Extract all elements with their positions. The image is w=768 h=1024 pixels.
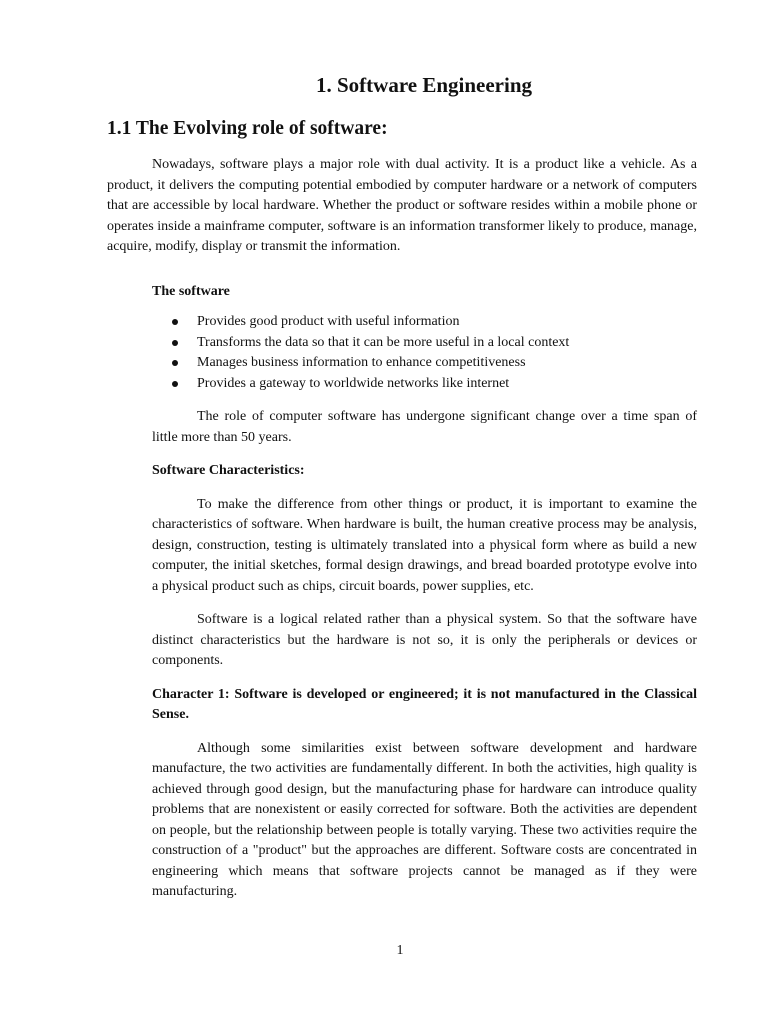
character-1-paragraph: Although some similarities exist between software development and hardware manufacture, the two activities are fundamentally different. In both the activities, high quality is achieved through good design, but the manufacturing phase for hardware can introduce quality problems that are nonexistent or easily corrected for software. Both the activities are dependent on people, but the relationship between people is totally varying. These two activities require the construction of a "product" but the approaches are different. Software costs are concentrated in engineering which means that software projects cannot be managed as if they were manufacturing.	[152, 740, 697, 899]
list-item-text: Provides good product with useful information	[197, 314, 460, 329]
list-item-text: Manages business information to enhance competitiveness	[197, 355, 526, 370]
intro-paragraph: Nowadays, software plays a major role with dual activity. It is a product like a vehicle. As a product, it delivers the computing potential embodied by computer hardware or a network of computers that are accessible by local hardware. Whether the product or software resides within a mobile phone or operates inside a mainframe computer, software is an information transformer likely to produce, manage, acquire, modify, display or transmit the information.	[107, 157, 697, 254]
bullet-icon	[172, 319, 178, 325]
document-title: 1. Software Engineering	[315, 73, 533, 97]
list-item	[152, 312, 697, 333]
software-bullet-list	[152, 312, 697, 394]
bullet-icon	[172, 360, 178, 366]
section-title: 1.1 The Evolving role of software:	[107, 118, 388, 139]
page-number: 1	[396, 943, 404, 958]
role-paragraph: The role of computer software has undergone significant change over a time span of little more than 50 years.	[152, 409, 697, 445]
list-item	[152, 374, 697, 395]
character-1-heading: Character 1: Software is developed or engineered; it is not manufactured in the Classical Sense.	[152, 686, 697, 722]
document-body	[107, 155, 697, 903]
characteristics-paragraph: Software is a logical related rather than a physical system. So that the software have distinct characteristics but the hardware is not so, it is only the peripherals or devices or components.	[152, 612, 697, 668]
bullet-icon	[172, 340, 178, 346]
list-item-text: Provides a gateway to worldwide networks like internet	[197, 375, 510, 391]
list-item-text: Transforms the data so that it can be more useful in a local context	[197, 334, 570, 350]
bullet-icon	[172, 381, 178, 387]
characteristics-heading: Software Characteristics:	[152, 463, 305, 478]
characteristics-paragraph: To make the difference from other things or product, it is important to examine the characteristics of software. When hardware is built, the human creative process may be analysis, design, construction, testing is ultimately translated into a physical form where as build a new computer, the initial sketches, formal design drawings, and bread boarded prototype evolve into a physical product such as chips, circuit boards, power supplies, etc.	[152, 496, 697, 594]
software-heading: The software	[152, 283, 230, 299]
list-item	[152, 333, 697, 354]
list-item	[152, 353, 697, 374]
software-subsection	[152, 269, 697, 903]
